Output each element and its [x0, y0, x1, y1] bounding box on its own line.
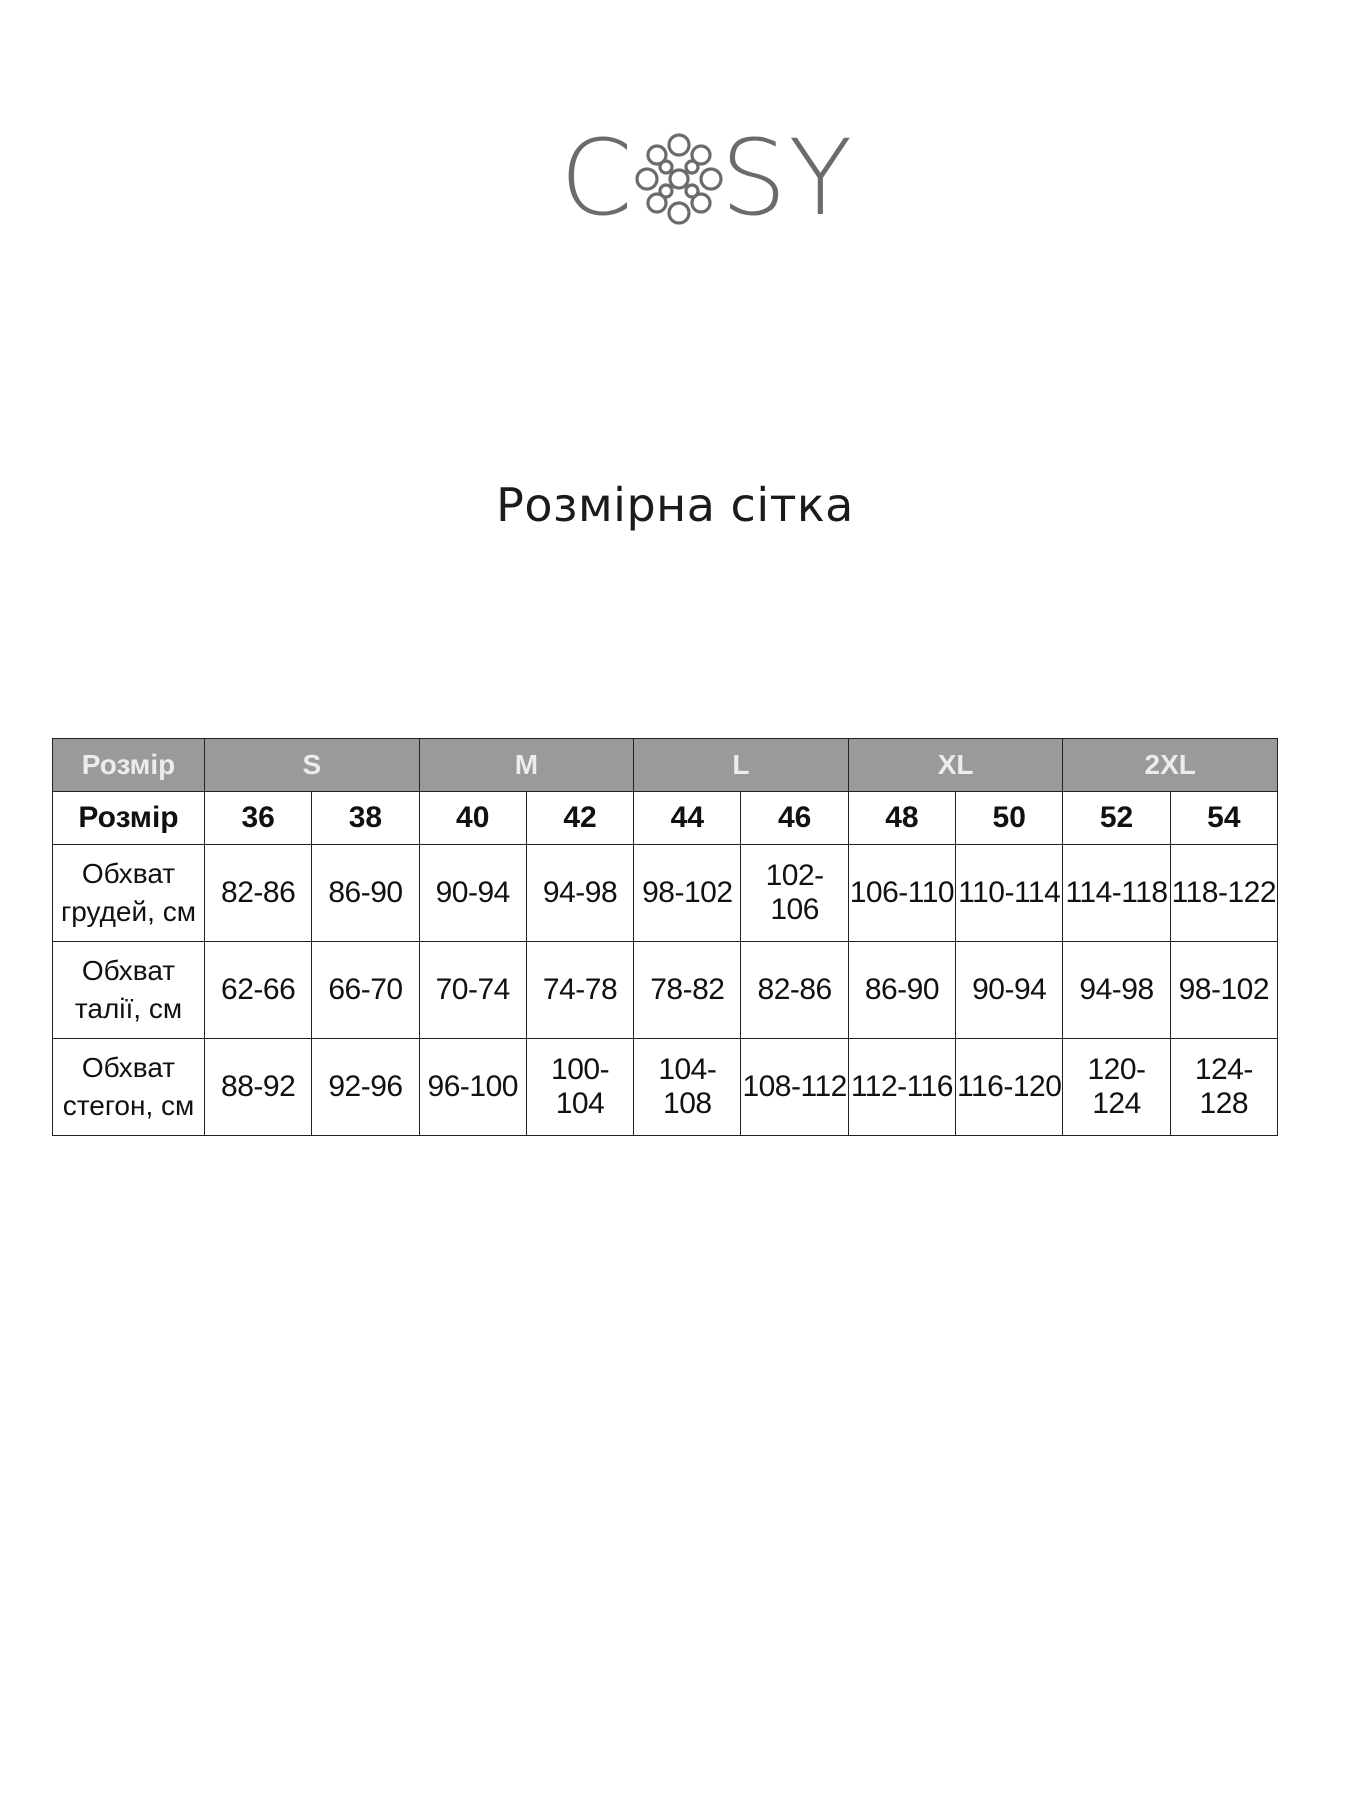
table-cell: 96-100 — [419, 1039, 526, 1136]
table-cell: 74-78 — [526, 942, 633, 1039]
table-cell: 124-128 — [1170, 1039, 1277, 1136]
row-label — [53, 942, 205, 1039]
table-cell: 66-70 — [312, 942, 419, 1039]
waist-row — [53, 942, 1278, 1039]
size-group-m: M — [419, 739, 634, 792]
size-group-s: S — [205, 739, 420, 792]
row-label-line2: талії, см — [74, 993, 183, 1024]
size-group-l: L — [634, 739, 849, 792]
row-label-line1: Обхват — [81, 1052, 176, 1084]
size-number-cell: 40 — [419, 792, 526, 845]
table-cell: 112-116 — [848, 1039, 955, 1136]
table-cell: 98-102 — [1170, 942, 1277, 1039]
table-cell: 70-74 — [419, 942, 526, 1039]
row-label-line1: Обхват — [81, 955, 176, 987]
table-cell: 86-90 — [312, 845, 419, 942]
logo-letter-c: C — [560, 117, 635, 239]
size-number-cell: 48 — [848, 792, 955, 845]
row-label-line2: грудей, см — [61, 896, 196, 927]
page-title: Розмірна сітка — [496, 478, 854, 532]
knot-flower-icon — [635, 130, 723, 226]
table-cell: 108-112 — [741, 1039, 848, 1136]
hips-row — [53, 1039, 1278, 1136]
table-cell: 78-82 — [634, 942, 741, 1039]
size-number-cell: 46 — [741, 792, 848, 845]
row-label — [53, 1039, 205, 1136]
table-cell: 120-124 — [1063, 1039, 1170, 1136]
size-number-cell: 50 — [956, 792, 1063, 845]
row-label — [53, 845, 205, 942]
size-group-header-row — [53, 739, 1278, 792]
header-label: Розмір — [53, 739, 205, 792]
table-cell: 114-118 — [1063, 845, 1170, 942]
table-cell: 104-108 — [634, 1039, 741, 1136]
table-cell: 62-66 — [205, 942, 312, 1039]
table-cell: 82-86 — [741, 942, 848, 1039]
table-cell: 102-106 — [741, 845, 848, 942]
table-cell: 94-98 — [1063, 942, 1170, 1039]
size-number-cell: 38 — [312, 792, 419, 845]
table-cell: 86-90 — [848, 942, 955, 1039]
table-cell: 110-114 — [956, 845, 1063, 942]
size-number-cell: 44 — [634, 792, 741, 845]
table-cell: 106-110 — [848, 845, 955, 942]
table-cell: 100-104 — [526, 1039, 633, 1136]
size-number-row — [53, 792, 1278, 845]
size-number-cell: 52 — [1063, 792, 1170, 845]
row-label: Розмір — [53, 792, 205, 845]
table-cell: 116-120 — [956, 1039, 1063, 1136]
size-chart-table — [52, 738, 1278, 1136]
size-group-2xl: 2XL — [1063, 739, 1278, 792]
size-number-cell: 36 — [205, 792, 312, 845]
brand-logo — [560, 118, 854, 238]
size-group-xl: XL — [848, 739, 1063, 792]
table-cell: 94-98 — [526, 845, 633, 942]
size-number-cell: 54 — [1170, 792, 1277, 845]
table-cell: 90-94 — [956, 942, 1063, 1039]
table-cell: 90-94 — [419, 845, 526, 942]
table-cell: 98-102 — [634, 845, 741, 942]
chest-row — [53, 845, 1278, 942]
logo-letters-sy: SY — [720, 117, 855, 239]
table-cell: 92-96 — [312, 1039, 419, 1136]
row-label-line1: Обхват — [81, 858, 176, 890]
table-cell: 88-92 — [205, 1039, 312, 1136]
table-cell: 118-122 — [1170, 845, 1277, 942]
table-cell: 82-86 — [205, 845, 312, 942]
row-label-line2: стегон, см — [62, 1090, 195, 1121]
size-number-cell: 42 — [526, 792, 633, 845]
